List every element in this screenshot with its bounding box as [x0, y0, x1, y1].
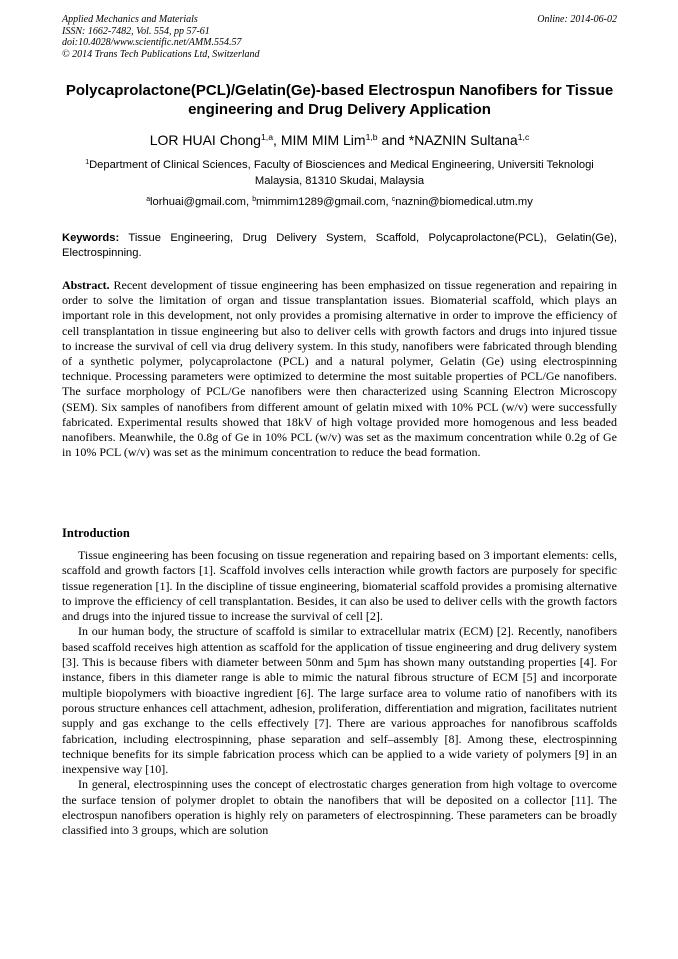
issn-line: ISSN: 1662-7482, Vol. 554, pp 57-61: [62, 25, 210, 37]
paragraph: Tissue engineering has been focusing on tissue regeneration and repairing based on 3 important elements: cells, scaffold and growth factors [1]. Scaffold involves cells interaction while growth factors are purposely for specific tissue regeneration [1]. In the discipline of tissue engineering, biomaterial scaffold provides a promising alternative to improve the efficiency of cell transplantation. Besides, it can also be used to deliver cells with the growth factors and drugs into the injured tissue to increase the survival of cell [2].: [62, 548, 617, 624]
affiliation-sup: 1: [85, 159, 90, 167]
author-sup: 1,c: [517, 132, 530, 143]
copyright-line: © 2014 Trans Tech Publications Ltd, Switzerland: [62, 48, 260, 60]
journal-header: [62, 14, 617, 60]
doi-line[interactable]: doi:10.4028/www.scientific.net/AMM.554.57: [62, 37, 242, 48]
email-link[interactable]: naznin@biomedical.utm.my: [395, 196, 533, 208]
author-name: LOR HUAI Chong: [149, 132, 261, 148]
email-separator: ,: [385, 196, 392, 208]
email-sup: a: [146, 196, 151, 204]
introduction-body: [62, 548, 617, 839]
keywords-text: Tissue Engineering, Drug Delivery System, Scaffold, Polycaprolactone(PCL), Gelatin(Ge), Electrospinning.: [62, 232, 617, 259]
journal-name: Applied Mechanics and Materials: [62, 14, 198, 25]
keywords-block: [62, 231, 617, 261]
email-separator: ,: [245, 196, 253, 208]
abstract-label: Abstract.: [62, 278, 110, 292]
paragraph: In general, electrospinning uses the concept of electrostatic charges generation from high voltage to overcome the surface tension of polymer droplet to obtain the nanofibers that will be deposited on a collector [11]. The electrospun nanofibers operation is highly rely on parameters of electrospinning. These parameters can be broadly classified into 3 groups, which are solution: [62, 777, 617, 838]
author-sup: 1,b: [365, 132, 378, 143]
abstract-block: [62, 278, 617, 460]
author-name: MIM MIM Lim: [280, 132, 366, 148]
author-sup: 1,a: [260, 132, 274, 143]
introduction-heading: Introduction: [62, 526, 130, 540]
keywords-label: Keywords:: [62, 232, 120, 244]
abstract-text: Recent development of tissue engineering has been emphasized on tissue regeneration and repairing in order to solve the limitation of organ and tissue transplantation issues. Biomaterial scaffold, which plays an important role in this development, not only provides a promising alternative in order to improve the efficiency of cell transplantation in tissue engineering but also to deliver cells with growth factors and drugs into injured tissue to increase the survival of cell via drug delivery system. In this study, nanofibers were fabricated through blending of a synthetic polymer, polycaprolactone (PCL) and a natural polymer, Gelatin (Ge) using electrospinning technique. Processing parameters were optimized to determine the most suitable properties of PCL/Ge nanofibers. The surface morphology of PCL/Ge nanofibers were then characterized using Scanning Electron Microscopy (SEM). Six samples of nanofibers from different amount of gelatin mixed with 10% PCL (w/v) were successfully fabricated. Experimental results showed that 18kV of high voltage provided more homogenous and less beaded nanofibers. Meanwhile, the 0.8g of Ge in 10% PCL (w/v) was set as the maximum concentration while 0.2g of Ge in 10% PCL (w/v) was set as the minimum concentration to reduce the bead formation.: [62, 278, 617, 460]
email-sup: c: [391, 196, 396, 204]
email-link[interactable]: lorhuai@gmail.com: [150, 196, 246, 208]
paragraph: In our human body, the structure of scaffold is similar to extracellular matrix (ECM) [2]. Recently, nanofibers based scaffold receives high attention as scaffold for the application of tissue engineering and drug delivery system [3]. This is because fibers with diameter between 50nm and 5µm has shown many outstanding properties [4]. For instance, fibers in this diameter range is able to mimic the natural fibrous structure of ECM [5] and incorporate multiple biopolymers with bioactive ingredient [6]. The large surface area to volume ratio of nanofibers with its porous structure enhances cell attachment, adhesion, proliferation, differentiation and migration, facilitates nutrient supply and gas exchange to the cells effectively [7]. There are various approaches for nanofibrous scaffolds fabrication, including electrospinning, phase separation and self–assembly [8]. Among these, electrospinning technique benefits for its simple fabrication process which can be applied to a wide variety of polymers [9] in an inexpensive way [10].: [62, 624, 617, 777]
email-sup: b: [252, 196, 257, 204]
email-list: [62, 195, 617, 209]
online-date: Online: 2014-06-02: [537, 14, 617, 25]
affiliation-text: Department of Clinical Sciences, Faculty of Biosciences and Medical Engineering, Universiti Teknologi Malaysia, 81310 Skudai, Malaysia: [89, 159, 594, 187]
author-and: and: [377, 132, 409, 148]
author-list: [62, 131, 617, 149]
email-link[interactable]: mimmim1289@gmail.com: [256, 196, 386, 208]
paper-title: Polycaprolactone(PCL)/Gelatin(Ge)-based Electrospun Nanofibers for Tissue engineering and Drug Delivery Application: [65, 82, 614, 118]
author-name: *NAZNIN Sultana: [408, 132, 518, 148]
affiliation: [62, 158, 617, 189]
author-separator: ,: [273, 132, 281, 148]
journal-info: [62, 14, 617, 60]
